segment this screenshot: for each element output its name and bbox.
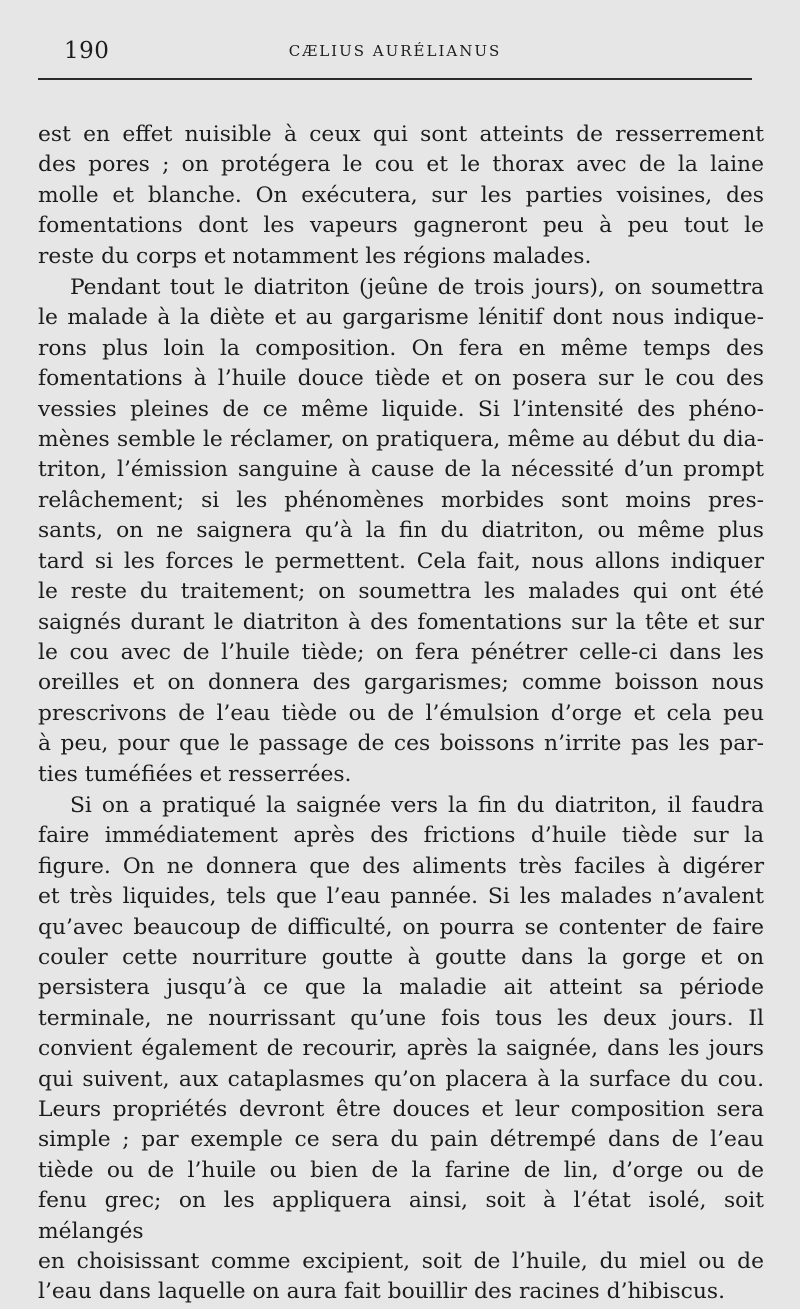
page-header [38,38,752,68]
text-line: terminale, ne nourrissant qu’une fois tous les deux jours. Il [38,1005,764,1031]
text-line: en choisissant comme excipient, soit de l’huile, du miel ou de [38,1249,764,1275]
text-line: saignés durant le diatriton à des fomentations sur la tête et sur [38,609,764,635]
text-line: mènes semble le réclamer, on pratiquera, même au début du dia- [38,427,764,453]
text-line: prescrivons de l’eau tiède ou de l’émulsion d’orge et cela peu [38,700,764,726]
text-line: molle et blanche. On exécutera, sur les parties voisines, des [38,182,764,208]
text-line: le cou avec de l’huile tiède; on fera pénétrer celle-ci dans les [38,639,764,665]
text-line: tard si les forces le permettent. Cela fait, nous allons indiquer [38,548,764,574]
text-line: oreilles et on donnera des gargarismes; comme boisson nous [38,670,764,696]
text-line: faire immédiatement après des frictions d’huile tiède sur la [38,823,764,849]
text-line: relâchement; si les phénomènes morbides sont moins pres- [38,487,764,513]
text-line: ties tuméfiées et resserrées. [38,761,352,787]
text-line: qu’avec beaucoup de difficulté, on pourra se contenter de faire [38,914,764,940]
body-text [38,120,764,1309]
text-line: tiède ou de l’huile ou bien de la farine de lin, d’orge ou de [38,1157,764,1183]
running-title: CÆLIUS AURÉLIANUS [288,42,502,60]
text-line: triton, l’émission sanguine à cause de la nécessité d’un prompt [38,457,764,483]
text-line: est en effet nuisible à ceux qui sont atteints de resserrement [38,122,764,147]
text-line: et très liquides, tels que l’eau pannée. Si les malades n’avalent [38,884,764,910]
text-line: sants, on ne saignera qu’à la fin du diatriton, ou même plus [38,518,764,544]
text-line: couler cette nourriture goutte à goutte dans la gorge et on [38,944,764,970]
text-line: reste du corps et notamment les régions malades. [38,243,592,269]
text-line: fomentations à l’huile douce tiède et on posera sur le cou des [38,366,764,392]
text-line: Si on a pratiqué la saignée vers la fin du diatriton, il faudra [70,792,764,818]
text-line: vessies pleines de ce même liquide. Si l’intensité des phéno- [38,396,764,422]
text-line: fenu grec; on les appliquera ainsi, soit à l’état isolé, soit mélangés [38,1188,764,1244]
text-line: rons plus loin la composition. On fera en même temps des [38,335,764,361]
text-line: qui suivent, aux cataplasmes qu’on placera à la surface du cou. [38,1066,764,1092]
header-rule [38,78,752,80]
text-line: le malade à la diète et au gargarisme lénitif dont nous indique- [38,305,764,331]
text-line: des pores ; on protégera le cou et le thorax avec de la laine [38,152,764,178]
text-line: le reste du traitement; on soumettra les malades qui ont été [38,579,764,605]
text-line: figure. On ne donnera que des aliments très faciles à digérer [38,853,764,879]
text-line: Pendant tout le diatriton (jeûne de trois jours), on soumettra [70,275,764,301]
text-line: Leurs propriétés devront être douces et leur composition sera [38,1097,764,1122]
text-line: à peu, pour que le passage de ces boissons n’irrite pas les par- [38,731,764,757]
text-line: simple ; par exemple ce sera du pain détrempé dans de l’eau [38,1127,764,1153]
page-number: 190 [64,38,110,64]
text-line: l’eau dans laquelle on aura fait bouillir des racines d’hibiscus. [38,1279,725,1305]
text-line: fomentations dont les vapeurs gagneront peu à peu tout le [38,213,764,239]
text-line: persistera jusqu’à ce que la maladie ait atteint sa période [38,975,764,1001]
text-line: convient également de recourir, après la saignée, dans les jours [38,1036,764,1062]
